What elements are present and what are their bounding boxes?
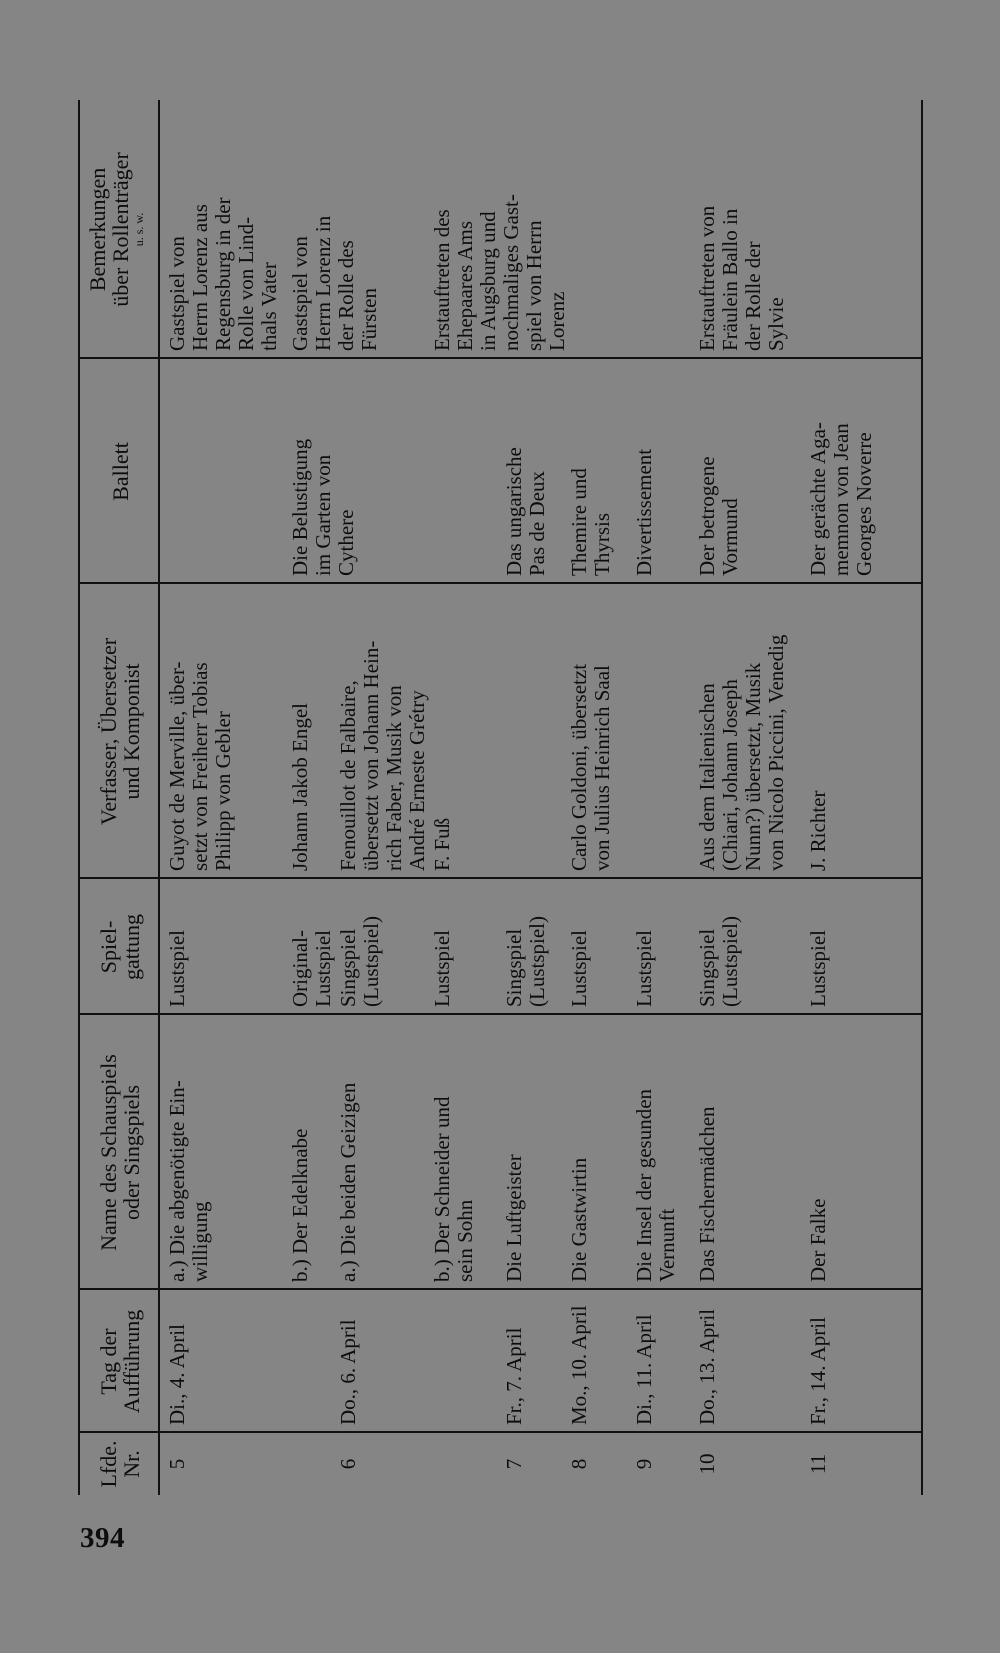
cell-gattung: Lustspiel <box>311 930 335 1007</box>
cell-gattung: Lustspiel <box>632 930 656 1007</box>
cell-verfasser: J. Richter <box>806 790 830 871</box>
cell-ballett: Die Belustigung <box>288 438 312 576</box>
cell-name: a.) Die beiden Geizigen <box>336 1082 360 1282</box>
cell-verfasser: André Erneste Grétry <box>405 690 429 871</box>
cell-ballett: Cythere <box>334 509 358 576</box>
cell-name: willigung <box>188 1201 212 1282</box>
cell-name: Vernunft <box>655 1208 679 1282</box>
cell-tag: Do., 6. April <box>336 1319 360 1425</box>
cell-nr: 8 <box>567 1458 591 1470</box>
cell-bemerkungen: Herrn Lorenz aus <box>188 204 212 351</box>
cell-name: Der Falke <box>806 1198 830 1282</box>
cell-bemerkungen: Sylvie <box>764 297 788 351</box>
cell-name: Das Fischermädchen <box>695 1106 719 1282</box>
cell-verfasser: (Chiari, Johann Joseph <box>718 679 742 871</box>
cell-nr: 10 <box>695 1453 719 1475</box>
cell-name: Die Gastwirtin <box>567 1157 591 1282</box>
cell-verfasser: Carlo Goldoni, übersetzt <box>567 663 591 871</box>
cell-bemerkungen: Rolle von Lind- <box>234 216 258 351</box>
cell-gattung: Lustspiel <box>430 930 454 1007</box>
cell-gattung: Singspiel <box>336 928 360 1007</box>
cell-verfasser: Johann Jakob Engel <box>288 703 312 871</box>
header-tag-line: Tag der <box>96 1328 121 1395</box>
header-gattung-line: Spiel- <box>96 920 121 974</box>
cell-verfasser: setzt von Freiherr Tobias <box>188 662 212 871</box>
cell-gattung: Lustspiel <box>806 930 830 1007</box>
cell-tag: Mo., 10. April <box>567 1305 591 1425</box>
cell-verfasser: von Nicolo Piccini, Venedig <box>764 634 788 871</box>
cell-ballett: Thyrsis <box>590 513 614 576</box>
table-top-rule <box>78 100 80 1495</box>
column-rule-tag <box>78 1431 923 1433</box>
cell-bemerkungen: Ehepaares Ams <box>453 220 477 351</box>
cell-ballett: im Garten von <box>311 454 335 576</box>
cell-nr: 9 <box>632 1458 656 1470</box>
cell-nr: 5 <box>165 1458 189 1470</box>
header-nr-line: Nr. <box>119 1450 144 1478</box>
table-bottom-rule <box>921 100 923 1495</box>
column-rule-bemerkungen <box>78 357 923 359</box>
cell-bemerkungen: Regensburg in der <box>211 197 235 351</box>
cell-gattung: (Lustspiel) <box>359 916 383 1007</box>
cell-tag: Di., 11. April <box>632 1314 656 1425</box>
header-tag-line: Aufführung <box>119 1309 144 1414</box>
header-bemerkungen-line: Bemerkungen <box>84 167 110 292</box>
page-number: 394 <box>80 1522 125 1554</box>
header-nr-line: Lfde. <box>96 1440 121 1488</box>
cell-ballett: Vormund <box>718 498 742 576</box>
cell-name: sein Sohn <box>453 1199 477 1282</box>
cell-verfasser: Fenouillot de Falbaire, <box>336 680 360 871</box>
cell-verfasser: Philipp von Gebler <box>211 711 235 871</box>
cell-bemerkungen: Gastspiel von <box>288 236 312 351</box>
header-verfasser-line: Verfasser, Übersetzer <box>96 637 121 826</box>
cell-bemerkungen: Herrn Lorenz in <box>311 215 335 351</box>
cell-name: b.) Der Edelknabe <box>288 1128 312 1282</box>
cell-nr: 11 <box>806 1453 830 1475</box>
cell-name: Die Luftgeister <box>502 1154 526 1282</box>
cell-name: Die Insel der gesunden <box>632 1088 656 1282</box>
cell-tag: Di., 4. April <box>165 1324 189 1425</box>
cell-ballett: Pas de Deux <box>525 471 549 576</box>
cell-bemerkungen: thals Vater <box>257 262 281 351</box>
cell-bemerkungen: Lorenz <box>545 291 569 351</box>
cell-bemerkungen: Fräulein Ballo in <box>718 208 742 351</box>
cell-bemerkungen: der Rolle der <box>741 241 765 351</box>
cell-ballett: Georges Noverre <box>852 432 876 576</box>
cell-verfasser: F. Fuß <box>430 817 454 871</box>
cell-verfasser: übersetzt von Johann Hein- <box>359 640 383 871</box>
cell-ballett: memnon von Jean <box>829 423 853 576</box>
column-rule-name <box>78 1288 923 1290</box>
header-bemerkungen-line: u. s. w. <box>131 212 146 247</box>
column-rule-ballett <box>78 582 923 584</box>
cell-bemerkungen: Erstauftreten von <box>695 205 719 351</box>
cell-ballett: Der betrogene <box>695 456 719 576</box>
column-rule-verfasser <box>78 877 923 879</box>
cell-gattung: Singspiel <box>502 928 526 1007</box>
cell-gattung: (Lustspiel) <box>525 916 549 1007</box>
cell-ballett: Das ungarische <box>502 447 526 576</box>
cell-verfasser: Guyot de Merville, über- <box>165 661 189 871</box>
cell-tag: Fr., 7. April <box>502 1327 526 1425</box>
header-bottom-rule <box>158 100 160 1495</box>
cell-gattung: Lustspiel <box>567 930 591 1007</box>
header-verfasser-line: und Komponist <box>119 663 144 800</box>
cell-gattung: Lustspiel <box>165 930 189 1007</box>
cell-nr: 6 <box>336 1458 360 1470</box>
cell-gattung: (Lustspiel) <box>718 916 742 1007</box>
cell-bemerkungen: der Rolle des <box>334 240 358 351</box>
cell-ballett: Der gerächte Aga- <box>806 422 830 576</box>
cell-tag: Fr., 14. April <box>806 1317 830 1425</box>
cell-name: a.) Die abgenötigte Ein- <box>165 1080 189 1282</box>
header-gattung-line: gattung <box>119 914 144 980</box>
cell-ballett: Themire und <box>567 468 591 576</box>
cell-verfasser: Nunn?) übersetzt, Musik <box>741 662 765 871</box>
cell-bemerkungen: spiel von Herrn <box>522 220 546 351</box>
cell-gattung: Original- <box>288 930 312 1007</box>
cell-bemerkungen: in Augsburg und <box>476 211 500 351</box>
header-name-line: oder Singspiels <box>119 1084 144 1221</box>
cell-bemerkungen: Fürsten <box>357 288 381 351</box>
cell-verfasser: rich Faber, Musik von <box>382 685 406 871</box>
cell-gattung: Singspiel <box>695 928 719 1007</box>
cell-name: b.) Der Schneider und <box>430 1096 454 1282</box>
cell-bemerkungen: Erstauftreten des <box>430 209 454 351</box>
performance-table <box>78 100 923 1495</box>
column-rule-gattung <box>78 1013 923 1015</box>
header-name-line: Name des Schauspiels <box>96 1054 121 1251</box>
cell-verfasser: von Julius Heinrich Saal <box>590 665 614 871</box>
cell-verfasser: Aus dem Italienischen <box>695 683 719 871</box>
header-bemerkungen-line: über Rollenträger <box>107 152 133 307</box>
cell-bemerkungen: Gastspiel von <box>165 236 189 351</box>
cell-bemerkungen: nochmaliges Gast- <box>499 194 523 351</box>
cell-tag: Do., 13. April <box>695 1308 719 1425</box>
cell-nr: 7 <box>502 1458 526 1470</box>
header-ballett-line: Ballett <box>107 442 133 501</box>
cell-ballett: Divertissement <box>632 448 656 576</box>
